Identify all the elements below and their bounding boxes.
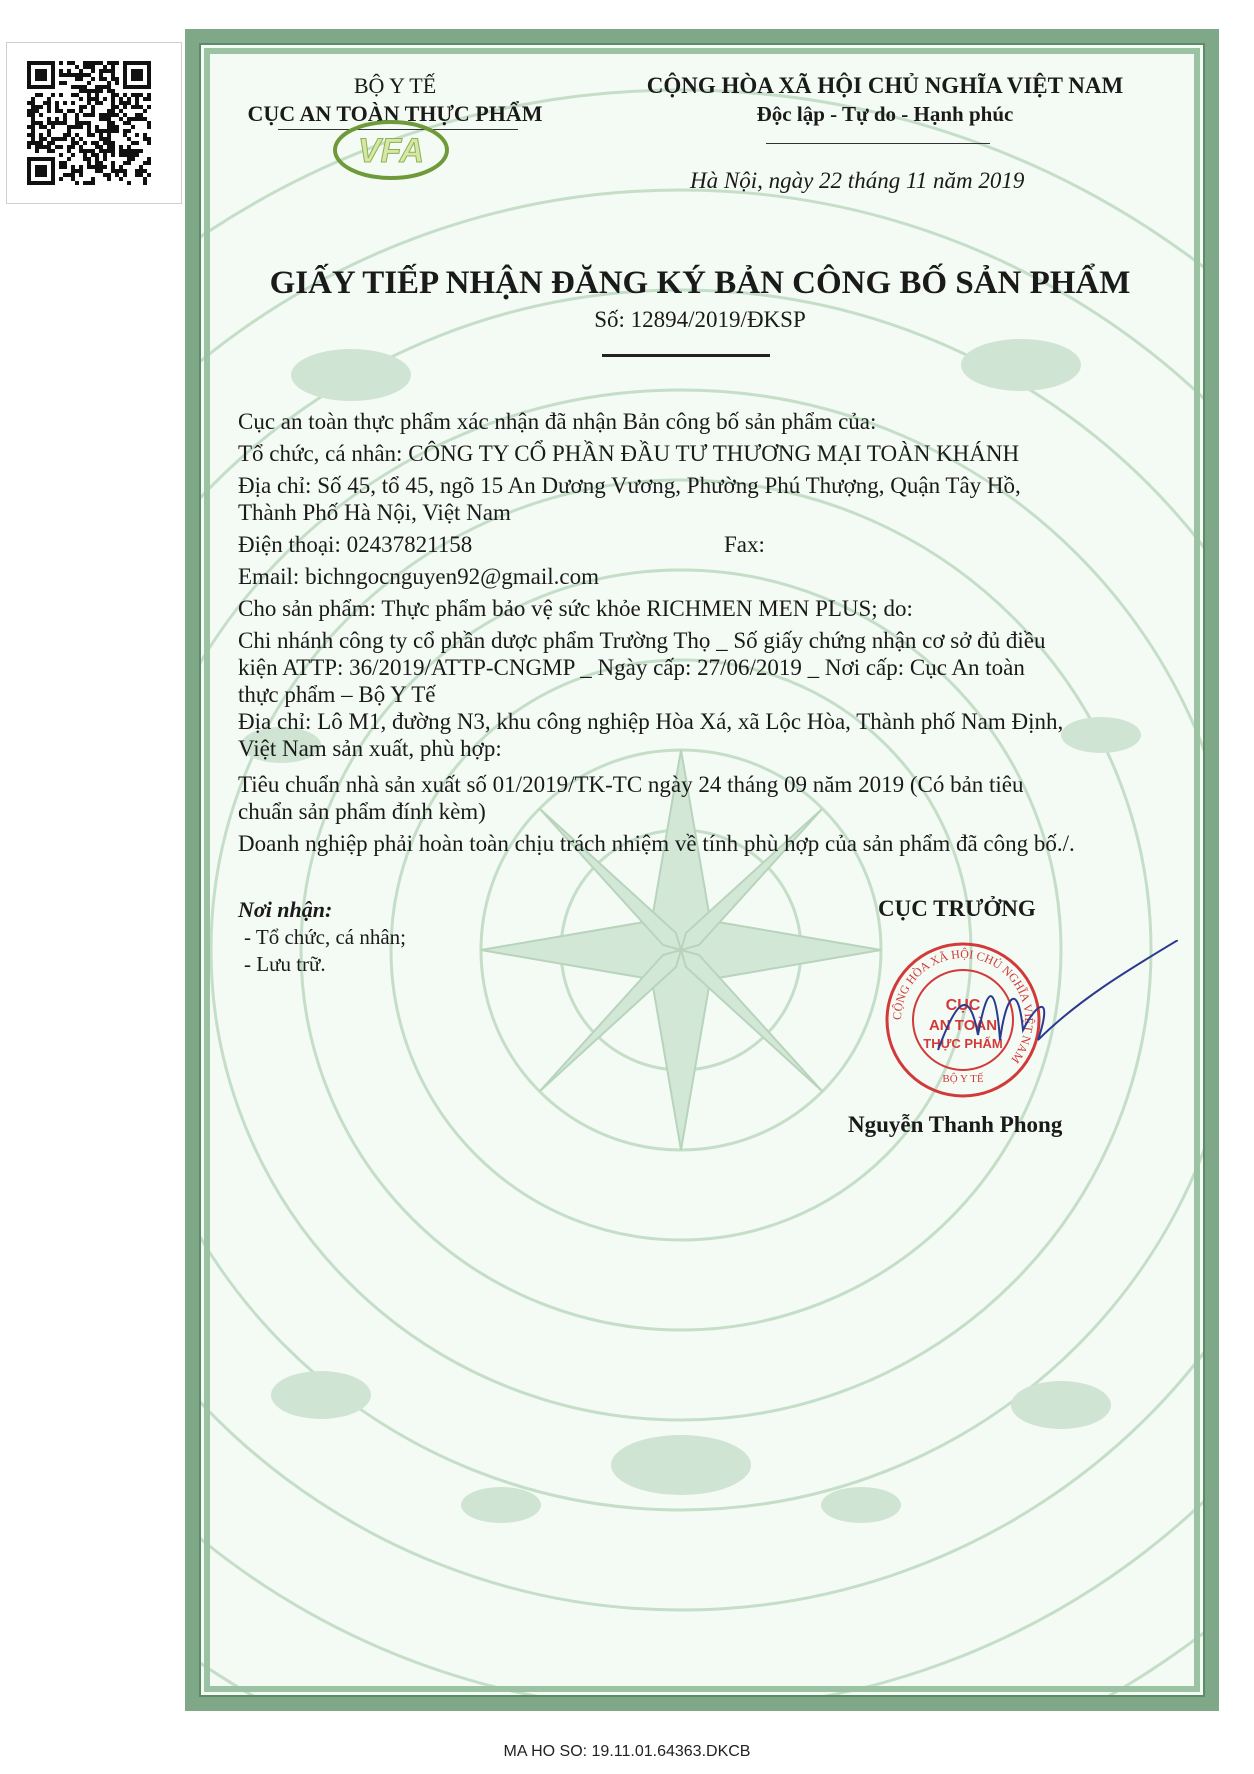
- body-organization: Tổ chức, cá nhân: CÔNG TY CỔ PHẦN ĐẦU TƯ THƯƠNG MẠI TOÀN KHÁNH: [238, 441, 1020, 466]
- signer-name: Nguyễn Thanh Phong: [848, 1112, 1063, 1137]
- department-name: CỤC AN TOÀN THỰC PHẨM: [247, 101, 543, 126]
- stamp-center-1: CỤC: [945, 997, 981, 1014]
- body-responsibility: Doanh nghiệp phải hoàn toàn chịu trách nhiệm về tính phù hợp của sản phẩm đã công bố./.: [238, 831, 1075, 856]
- dossier-code: MA HO SO: 19.11.01.64363.DKCB: [503, 1743, 751, 1760]
- body-phone: Điện thoại: 02437821158: [238, 532, 473, 557]
- stamp-center-3: THỰC PHẨM: [923, 1036, 1003, 1051]
- body-maker-address-line1: Địa chỉ: Lô M1, đường N3, khu công nghiệp Hòa Xá, xã Lộc Hòa, Thành phố Nam Định,: [238, 709, 1064, 734]
- vfa-logo: [332, 118, 450, 182]
- national-motto: [600, 72, 1170, 128]
- motto: Độc lập - Tự do - Hạnh phúc: [756, 102, 1014, 126]
- body-maker-line1: Chi nhánh công ty cổ phần dược phẩm Trường Thọ _ Số giấy chứng nhận cơ sở đủ điều: [238, 628, 1046, 653]
- body-fax: Fax:: [724, 532, 765, 557]
- stamp-center-2: AN TOÀN: [928, 1017, 998, 1034]
- signer-title: CỤC TRƯỞNG: [878, 896, 1036, 921]
- body-maker-line3: thực phẩm – Bộ Y Tế: [238, 682, 436, 707]
- issue-date: Hà Nội, ngày 22 tháng 11 năm 2019: [690, 168, 1025, 193]
- stamp-bottom-text: BỘ Y TẾ: [942, 1073, 984, 1085]
- body-email: Email: bichngocnguyen92@gmail.com: [238, 564, 599, 589]
- document-title: GIẤY TIẾP NHẬN ĐĂNG KÝ BẢN CÔNG BỐ SẢN PHẨM: [269, 265, 1131, 301]
- body-standard-line1: Tiêu chuẩn nhà sản xuất số 01/2019/TK-TC ngày 24 tháng 09 năm 2019 (Có bản tiêu: [238, 772, 1024, 797]
- header-right-rule: [766, 143, 990, 144]
- body-intro: Cục an toàn thực phẩm xác nhận đã nhận Bản công bố sản phẩm của:: [238, 409, 877, 434]
- recipient-item: - Lưu trữ.: [244, 952, 326, 976]
- document-number: Số: 12894/2019/ĐKSP: [594, 307, 806, 332]
- body-product: Cho sản phẩm: Thực phẩm bảo vệ sức khỏe RICHMEN MEN PLUS; do:: [238, 596, 913, 621]
- body-maker-line2: kiện ATTP: 36/2019/ATTP-CNGMP _ Ngày cấp: 27/06/2019 _ Nơi cấp: Cục An toàn: [238, 655, 1025, 680]
- recipients-heading: Nơi nhận:: [238, 897, 333, 922]
- title-rule: [602, 354, 770, 357]
- recipient-item: - Tổ chức, cá nhân;: [244, 925, 407, 949]
- ministry-name: BỘ Y TẾ: [353, 73, 437, 98]
- stamp-ring-text: CỘNG HÒA XÃ HỘI CHỦ NGHĨA VIỆT NAM: [889, 946, 1037, 1067]
- official-stamp: [878, 940, 1178, 1100]
- country-name: CỘNG HÒA XÃ HỘI CHỦ NGHĨA VIỆT NAM: [646, 73, 1124, 98]
- body-address-line2: Thành Phố Hà Nội, Việt Nam: [238, 500, 511, 525]
- body-maker-address-line2: Việt Nam sản xuất, phù hợp:: [238, 736, 502, 761]
- body-address-line1: Địa chỉ: Số 45, tổ 45, ngõ 15 An Dương Vương, Phường Phú Thượng, Quận Tây Hồ,: [238, 473, 1021, 498]
- vfa-logo-text: VFA: [357, 132, 425, 170]
- body-standard-line2: chuẩn sản phẩm đính kèm): [238, 799, 486, 824]
